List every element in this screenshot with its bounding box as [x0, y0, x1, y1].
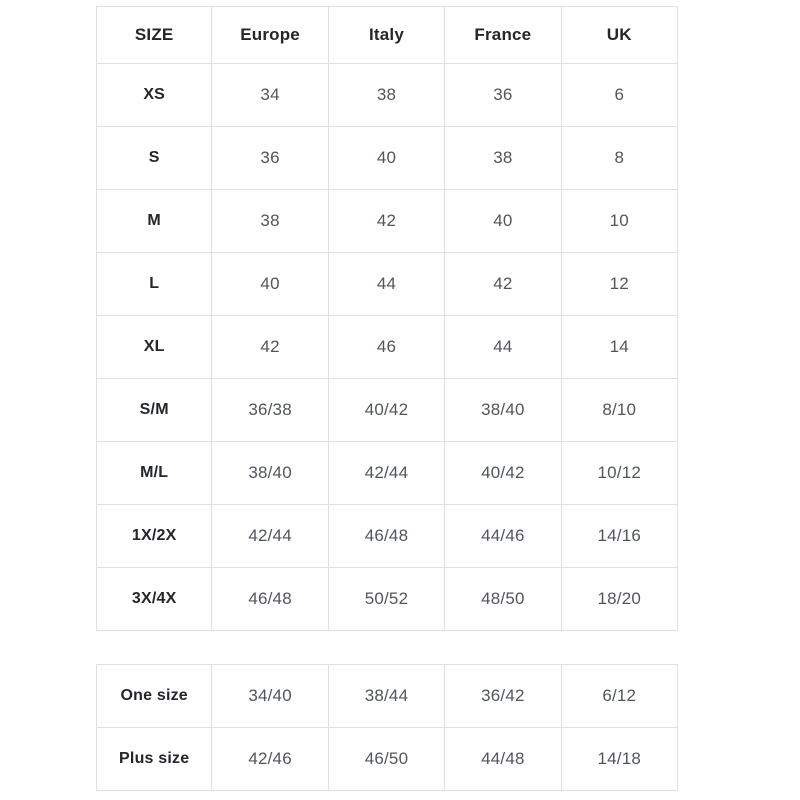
size-value-cell: 38	[328, 64, 444, 127]
size-value-cell: 50/52	[328, 568, 444, 631]
size-value-cell: 38/44	[328, 665, 444, 728]
table-row-3x-4x	[97, 568, 678, 631]
size-value-cell: 42	[328, 190, 444, 253]
table-row-m	[97, 190, 678, 253]
column-header-europe: Europe	[212, 7, 328, 64]
size-label-cell: 1X/2X	[97, 505, 212, 568]
size-value-cell: 8	[561, 127, 677, 190]
column-header-italy: Italy	[328, 7, 444, 64]
size-label-cell: S	[97, 127, 212, 190]
table-row-m-l	[97, 442, 678, 505]
size-value-cell: 14/16	[561, 505, 677, 568]
size-value-cell: 44	[445, 316, 561, 379]
column-header-france: France	[445, 7, 561, 64]
size-value-cell: 36/38	[212, 379, 328, 442]
size-value-cell: 42/46	[212, 728, 328, 791]
size-value-cell: 42	[212, 316, 328, 379]
size-value-cell: 18/20	[561, 568, 677, 631]
size-value-cell: 42/44	[328, 442, 444, 505]
size-value-cell: 14	[561, 316, 677, 379]
size-value-cell: 40/42	[445, 442, 561, 505]
size-label-cell: XS	[97, 64, 212, 127]
size-label-cell: XL	[97, 316, 212, 379]
size-value-cell: 12	[561, 253, 677, 316]
size-value-cell: 38/40	[445, 379, 561, 442]
size-value-cell: 38/40	[212, 442, 328, 505]
special-sizes-table	[96, 664, 678, 791]
size-value-cell: 38	[445, 127, 561, 190]
size-conversion-table	[96, 6, 678, 631]
column-header-size: SIZE	[97, 7, 212, 64]
size-value-cell: 40	[445, 190, 561, 253]
size-label-cell: S/M	[97, 379, 212, 442]
size-value-cell: 36/42	[445, 665, 561, 728]
size-value-cell: 46/50	[328, 728, 444, 791]
table-row-s-m	[97, 379, 678, 442]
header-row	[97, 7, 678, 64]
size-value-cell: 44	[328, 253, 444, 316]
size-label-cell: One size	[97, 665, 212, 728]
table-row-xs	[97, 64, 678, 127]
size-value-cell: 40	[328, 127, 444, 190]
size-value-cell: 44/48	[445, 728, 561, 791]
table-row-xl	[97, 316, 678, 379]
size-value-cell: 8/10	[561, 379, 677, 442]
size-label-cell: M	[97, 190, 212, 253]
column-header-uk: UK	[561, 7, 677, 64]
table-row-s	[97, 127, 678, 190]
size-value-cell: 46/48	[328, 505, 444, 568]
size-value-cell: 10	[561, 190, 677, 253]
size-value-cell: 14/18	[561, 728, 677, 791]
size-value-cell: 10/12	[561, 442, 677, 505]
size-value-cell: 40	[212, 253, 328, 316]
size-label-cell: Plus size	[97, 728, 212, 791]
size-value-cell: 42/44	[212, 505, 328, 568]
size-value-cell: 48/50	[445, 568, 561, 631]
size-value-cell: 42	[445, 253, 561, 316]
size-label-cell: M/L	[97, 442, 212, 505]
size-value-cell: 34	[212, 64, 328, 127]
table-row-1x-2x	[97, 505, 678, 568]
size-value-cell: 36	[212, 127, 328, 190]
size-value-cell: 46/48	[212, 568, 328, 631]
size-value-cell: 36	[445, 64, 561, 127]
size-value-cell: 6/12	[561, 665, 677, 728]
size-value-cell: 46	[328, 316, 444, 379]
size-value-cell: 6	[561, 64, 677, 127]
size-value-cell: 34/40	[212, 665, 328, 728]
table-row-plus-size	[97, 728, 678, 791]
table-row-l	[97, 253, 678, 316]
size-value-cell: 40/42	[328, 379, 444, 442]
size-label-cell: 3X/4X	[97, 568, 212, 631]
size-value-cell: 38	[212, 190, 328, 253]
size-value-cell: 44/46	[445, 505, 561, 568]
table-row-one-size	[97, 665, 678, 728]
size-label-cell: L	[97, 253, 212, 316]
